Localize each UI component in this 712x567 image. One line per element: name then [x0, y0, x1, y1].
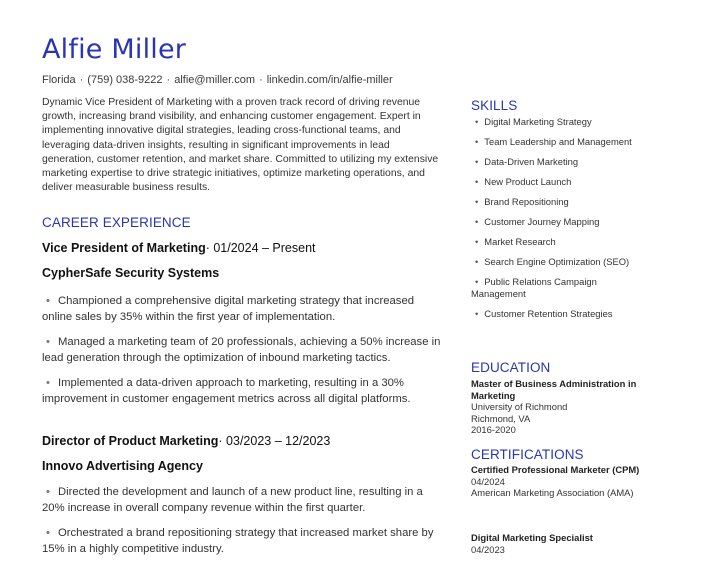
certification-issuer: American Marketing Association (AMA): [471, 487, 634, 499]
job-bullet: • Orchestrated a brand repositioning strategy that increased market share by 15% in a highly competitive industry.: [42, 527, 434, 555]
skill-item: • Customer Journey Mapping: [475, 216, 600, 227]
bullet-icon: •: [475, 276, 479, 287]
job-title-line: [42, 241, 316, 255]
skill-item: • Search Engine Optimization (SEO): [475, 256, 630, 267]
skill-item: • Team Leadership and Management: [475, 136, 632, 147]
skill-item: • Brand Repositioning: [475, 196, 569, 207]
location: Florida: [42, 74, 76, 86]
job-bullet-list: [42, 485, 446, 567]
company-name: Innovo Advertising Agency: [42, 459, 203, 473]
certification-entry: [471, 464, 641, 499]
skill-item: • Digital Marketing Strategy: [475, 116, 592, 127]
job-title: Vice President of Marketing: [42, 241, 206, 255]
company-name: CypherSafe Security Systems: [42, 266, 220, 280]
bullet-icon: •: [46, 295, 50, 307]
skill-item: • Data-Driven Marketing: [475, 156, 579, 167]
skill-item: • New Product Launch: [475, 176, 572, 187]
certification-name: Certified Professional Marketer (CPM): [471, 464, 640, 475]
job-dates: · 03/2023 – 12/2023: [218, 434, 331, 448]
skill-item: • Market Research: [475, 236, 556, 247]
bullet-icon: •: [475, 256, 479, 267]
certification-name: Digital Marketing Specialist: [471, 532, 593, 543]
job-title: Director of Product Marketing: [42, 434, 219, 448]
certification-entry: [471, 532, 641, 555]
bullet-icon: •: [475, 236, 479, 247]
job-bullet: • Implemented a data-driven approach to marketing, resulting in a 30% improvement in customer engagement metrics across all digital platforms.: [42, 377, 411, 405]
experience-heading: CAREER EXPERIENCE: [42, 215, 191, 230]
degree: Master of Business Administration in Marketing: [471, 378, 637, 401]
education-dates: 2016-2020: [471, 424, 516, 436]
bullet-icon: •: [46, 377, 50, 390]
job-bullet: • Managed a marketing team of 20 professionals, achieving a 50% increase in lead generation through the optimization of inbound marketing tactics.: [42, 336, 441, 364]
job-bullet-list: [42, 294, 446, 418]
education-entry: [471, 378, 641, 436]
email-link[interactable]: alfie@miller.com: [174, 74, 256, 86]
bullet-icon: •: [475, 156, 479, 167]
job-dates: · 01/2024 – Present: [205, 241, 316, 255]
job-bullet: • Directed the development and launch of a new product line, resulting in a 20% increase in overall company revenue within the first quarter.: [42, 486, 423, 514]
job-bullet: • Championed a comprehensive digital marketing strategy that increased online sales by 35% within the first year of implementation.: [42, 295, 415, 323]
certification-date: 04/2024: [471, 475, 505, 487]
skill-item: • Public Relations Campaign Management: [471, 276, 597, 299]
bullet-icon: •: [475, 116, 479, 127]
job-title-line: [42, 434, 330, 448]
phone: (759) 038-9222: [87, 74, 163, 86]
certification-date: 04/2023: [471, 543, 505, 555]
contact-separator: ·: [166, 74, 171, 86]
bullet-icon: •: [475, 216, 479, 227]
bullet-icon: •: [475, 136, 479, 147]
education-heading: EDUCATION: [471, 360, 551, 375]
skill-item: • Customer Retention Strategies: [475, 308, 613, 319]
skills-list: [471, 116, 641, 328]
bullet-icon: •: [475, 176, 479, 187]
certifications-heading: CERTIFICATIONS: [471, 447, 584, 462]
bullet-icon: •: [46, 486, 50, 498]
bullet-icon: •: [46, 336, 50, 349]
bullet-icon: •: [475, 196, 479, 207]
contact-line: [42, 73, 393, 87]
linkedin-link[interactable]: linkedin.com/in/alfie-miller: [266, 74, 393, 86]
bullet-icon: •: [46, 527, 50, 540]
contact-separator: ·: [259, 74, 263, 86]
summary-paragraph: Dynamic Vice President of Marketing with a proven track record of driving revenue growth, increasing brand visibility, and enhancing customer engagement. Expert in implementing innovative digital strategies, leading cross-functional teams, and leveraging data-driven insights, resulting in significant improvements in lead generation, customer retention, and market share. Committed to utilizing my extensive marketing expertise to drive strategic initiatives, optimize marketing operations, and deliver measurable business results.: [42, 97, 439, 194]
bullet-icon: •: [475, 308, 479, 319]
candidate-name: Alfie Miller: [42, 34, 187, 65]
contact-separator: ·: [79, 74, 84, 86]
skills-heading: SKILLS: [471, 98, 518, 113]
school-location: Richmond, VA: [471, 412, 531, 424]
school: University of Richmond: [471, 401, 568, 413]
